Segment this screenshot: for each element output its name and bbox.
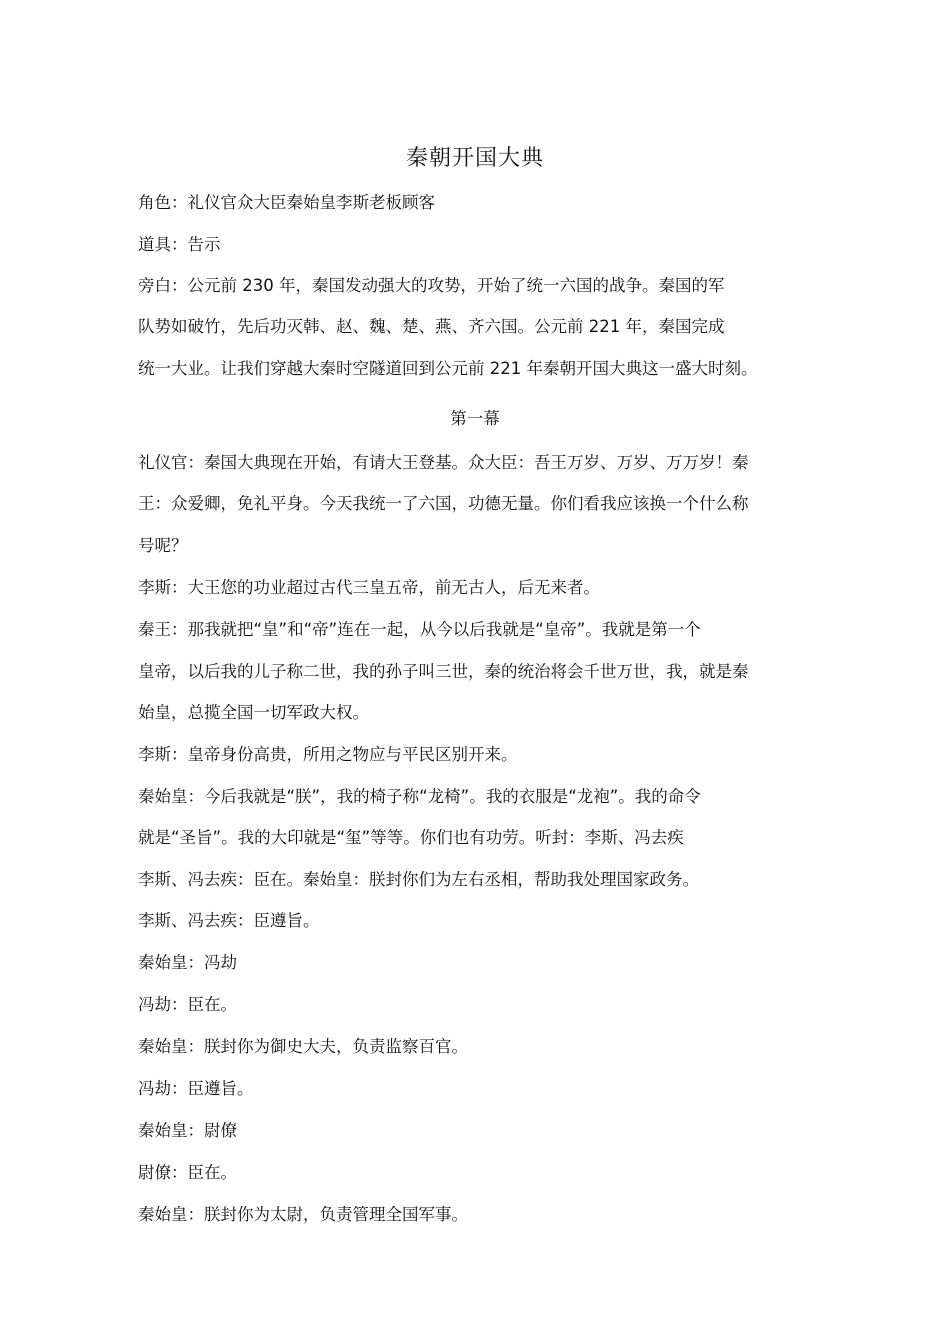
narration-line: 队势如破竹，先后功灭韩、赵、魏、楚、燕、齐六国。公元前 221 年，秦国完成 [138,317,725,336]
dialogue-line: 秦始皇：尉僚 [138,1121,237,1140]
dialogue-line: 礼仪官：秦国大典现在开始，有请大王登基。众大臣：吾王万岁、万岁、万万岁！秦 [138,453,749,472]
dialogue-line: 秦始皇：冯劫 [138,953,237,972]
dialogue-line: 李斯：皇帝身份高贵，所用之物应与平民区别开来。 [138,745,518,764]
props-line: 道具：告示 [138,235,221,254]
dialogue-line: 冯劫：臣在。 [138,995,237,1014]
document-title: 秦朝开国大典 [405,146,544,171]
narration-line: 统一大业。让我们穿越大秦时空隧道回到公元前 221 年秦朝开国大典这一盛大时刻。 [138,359,758,378]
dialogue-line: 就是“圣旨”。我的大印就是“玺”等等。你们也有功劳。听封：李斯、冯去疾 [138,828,684,847]
dialogue-line: 号呢？ [138,536,188,555]
dialogue-line: 李斯、冯去疾：臣遵旨。 [138,911,320,930]
act-heading: 第一幕 [450,409,500,428]
dialogue-line: 尉僚：臣在。 [138,1163,237,1182]
narration-line: 旁白：公元前 230 年，秦国发动强大的攻势，开始了统一六国的战争。秦国的军 [138,276,725,295]
dialogue-line: 李斯、冯去疾：臣在。秦始皇：朕封你们为左右丞相，帮助我处理国家政务。 [138,870,699,889]
dialogue-line: 李斯：大王您的功业超过古代三皇五帝，前无古人，后无来者。 [138,578,600,597]
dialogue-line: 始皇，总揽全国一切军政大权。 [138,703,369,722]
dialogue-line: 冯劫：臣遵旨。 [138,1079,254,1098]
dialogue-line: 秦始皇：朕封你为太尉，负责管理全国军事。 [138,1205,468,1224]
roles-line: 角色：礼仪官众大臣秦始皇李斯老板顾客 [138,193,435,212]
dialogue-line: 秦始皇：朕封你为御史大夫，负责监察百官。 [138,1037,468,1056]
dialogue-line: 王：众爱卿，免礼平身。今天我统一了六国，功德无量。你们看我应该换一个什么称 [138,494,749,513]
dialogue-line: 秦王：那我就把“皇”和“帝”连在一起，从今以后我就是“皇帝”。我就是第一个 [138,620,701,639]
dialogue-line: 皇帝，以后我的儿子称二世，我的孙子叫三世，秦的统治将会千世万世，我，就是秦 [138,662,749,681]
dialogue-line: 秦始皇：今后我就是“朕”，我的椅子称“龙椅”。我的衣服是“龙袍”。我的命令 [138,787,701,806]
